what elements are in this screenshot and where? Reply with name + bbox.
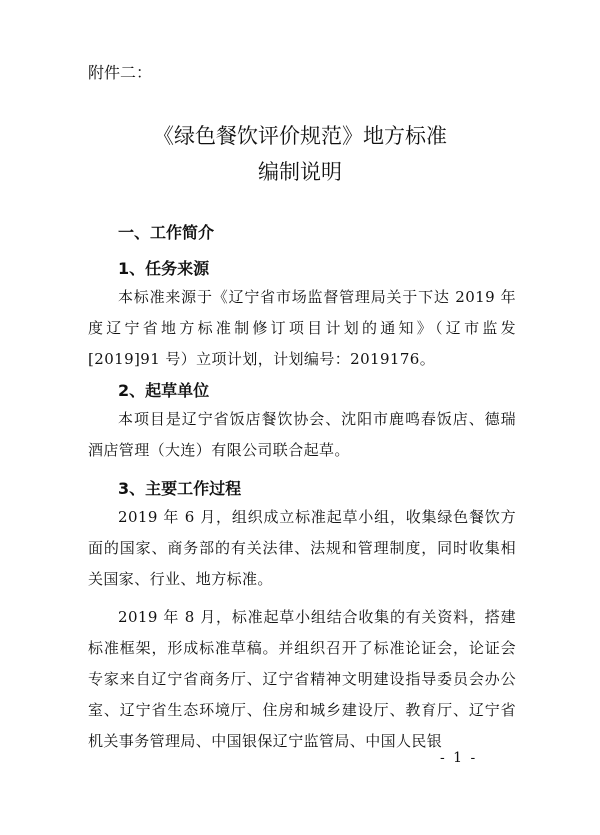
document-title: 《绿色餐饮评价规范》地方标准 [153, 124, 447, 148]
subheading-task-source: 1、任务来源 [118, 259, 210, 278]
paragraph-drafting-unit: 本项目是辽宁省饭店餐饮协会、沈阳市鹿鸣春饭店、德瑞酒店管理（大连）有限公司联合起草。 [88, 410, 516, 459]
page-number: - 1 - [440, 750, 478, 766]
paragraph-process-august: 2019 年 8 月，标准起草小组结合收集的有关资料，搭建标准框架，形成标准草稿。并组织召开了标准论证会，论证会专家来自辽宁省商务厅、辽宁省精神文明建设指导委员会办公室、辽宁省生态环境厅、住房和城乡建设厅、教育厅、辽宁省机关事务管理局、中国银保辽宁监管局、中国人民银 [88, 608, 516, 750]
section-heading-work-intro: 一、工作简介 [118, 223, 215, 242]
paragraph-task-source: 本标准来源于《辽宁省市场监督管理局关于下达 2019 年度辽宁省地方标准制修订项目计划的通知》（辽市监发[2019]91 号）立项计划，计划编号：2019176。 [88, 288, 516, 368]
subheading-work-process: 3、主要工作过程 [118, 479, 242, 498]
subheading-drafting-unit: 2、起草单位 [118, 381, 210, 400]
document-subtitle: 编制说明 [258, 160, 342, 184]
paragraph-process-june: 2019 年 6 月，组织成立标准起草小组，收集绿色餐饮方面的国家、商务部的有关法律、法规和管理制度，同时收集相关国家、行业、地方标准。 [88, 508, 516, 588]
attachment-label: 附件二： [88, 63, 153, 82]
